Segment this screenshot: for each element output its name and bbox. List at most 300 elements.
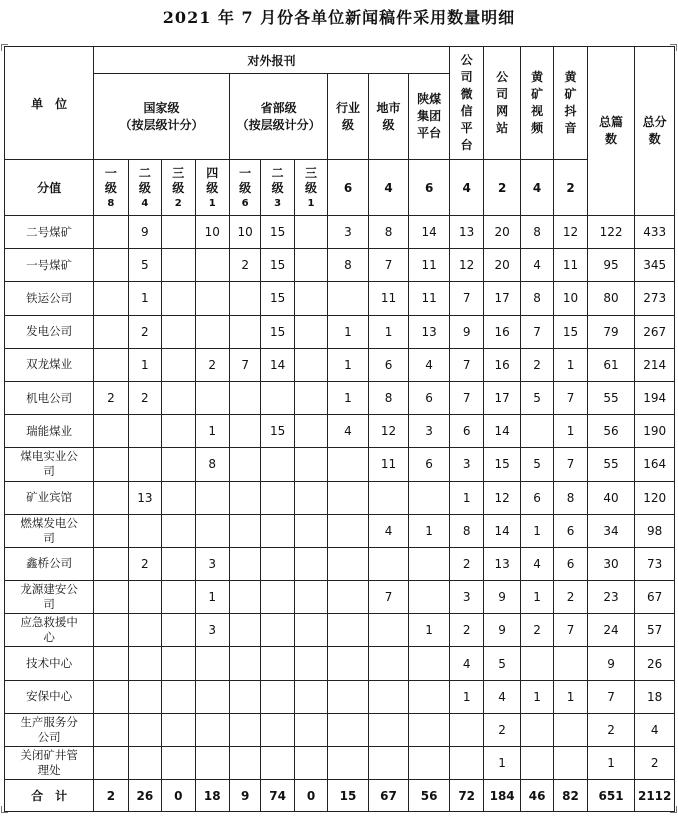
level-name: 二 级 <box>138 166 151 195</box>
table-cell <box>94 547 128 580</box>
level-name: 三 级 <box>305 166 318 195</box>
table-cell: 61 <box>587 348 635 381</box>
table-cell <box>229 647 260 680</box>
table-cell <box>94 282 128 315</box>
table-cell: 4 <box>520 547 553 580</box>
header-wechat: 公 司 微 信 平 台 <box>449 47 483 160</box>
table-cell <box>294 614 327 647</box>
table-cell <box>294 415 327 448</box>
table-cell: 14 <box>409 216 450 249</box>
table-cell: 13 <box>449 216 483 249</box>
table-cell: 10 <box>229 216 260 249</box>
table-cell: 6 <box>554 514 587 547</box>
table-cell: 7 <box>368 249 409 282</box>
table-cell <box>94 348 128 381</box>
table-cell <box>294 448 327 481</box>
total-cell: 0 <box>294 780 327 812</box>
table-cell <box>195 747 229 780</box>
table-cell <box>261 547 294 580</box>
table-cell: 13 <box>128 481 161 514</box>
level-weight: 6 <box>241 198 249 209</box>
table-cell <box>162 614 195 647</box>
news-stats-table <box>4 46 675 812</box>
table-cell: 1 <box>328 315 369 348</box>
table-cell <box>409 747 450 780</box>
table-row <box>5 282 675 315</box>
unit-name: 煤电实业公 司 <box>5 448 94 481</box>
table-cell <box>328 514 369 547</box>
header-douyin: 黄 矿 抖 音 <box>554 47 587 160</box>
table-cell: 9 <box>484 614 520 647</box>
table-cell: 80 <box>587 282 635 315</box>
table-cell <box>368 713 409 746</box>
table-cell <box>261 680 294 713</box>
table-cell <box>128 614 161 647</box>
table-cell <box>195 381 229 414</box>
table-cell: 2 <box>587 713 635 746</box>
table-cell <box>162 381 195 414</box>
table-cell: 6 <box>368 348 409 381</box>
table-cell: 273 <box>635 282 675 315</box>
table-cell: 122 <box>587 216 635 249</box>
table-cell <box>162 216 195 249</box>
table-cell <box>128 747 161 780</box>
table-cell: 8 <box>328 249 369 282</box>
table-row <box>5 216 675 249</box>
table-cell: 16 <box>484 315 520 348</box>
header-national: 国家级 （按层级计分） <box>94 74 230 160</box>
table-row <box>5 315 675 348</box>
table-cell <box>229 547 260 580</box>
table-cell <box>195 249 229 282</box>
header-group: 陕煤 集团 平台 <box>409 74 450 160</box>
table-cell <box>94 216 128 249</box>
table-cell: 3 <box>328 216 369 249</box>
total-cell: 0 <box>162 780 195 812</box>
table-cell <box>328 647 369 680</box>
total-cell: 15 <box>328 780 369 812</box>
table-cell <box>294 581 327 614</box>
table-cell: 15 <box>261 216 294 249</box>
header-provincial: 省部级 （按层级计分） <box>229 74 327 160</box>
table-cell: 10 <box>554 282 587 315</box>
table-cell: 1 <box>554 415 587 448</box>
total-cell: 2 <box>94 780 128 812</box>
unit-name: 发电公司 <box>5 315 94 348</box>
header-weight: 4 <box>368 160 409 216</box>
table-row <box>5 514 675 547</box>
table-cell <box>261 481 294 514</box>
table-row <box>5 348 675 381</box>
table-cell <box>328 713 369 746</box>
table-cell <box>368 481 409 514</box>
table-cell <box>162 448 195 481</box>
table-cell <box>229 381 260 414</box>
total-cell: 18 <box>195 780 229 812</box>
table-cell: 6 <box>520 481 553 514</box>
header-weight: 6 <box>409 160 450 216</box>
table-cell <box>162 348 195 381</box>
table-cell: 9 <box>449 315 483 348</box>
table-cell <box>229 481 260 514</box>
table-cell: 13 <box>409 315 450 348</box>
table-cell <box>520 747 553 780</box>
table-cell <box>294 381 327 414</box>
unit-name: 龙源建安公 司 <box>5 581 94 614</box>
table-cell <box>554 647 587 680</box>
table-cell <box>128 680 161 713</box>
total-cell: 74 <box>261 780 294 812</box>
table-cell <box>94 747 128 780</box>
table-cell: 14 <box>261 348 294 381</box>
table-cell <box>229 514 260 547</box>
table-cell <box>128 647 161 680</box>
table-cell: 56 <box>587 415 635 448</box>
table-cell <box>195 647 229 680</box>
table-cell <box>229 315 260 348</box>
table-cell <box>294 282 327 315</box>
unit-name: 安保中心 <box>5 680 94 713</box>
table-cell: 4 <box>368 514 409 547</box>
table-cell: 17 <box>484 381 520 414</box>
header-weight: 4 <box>449 160 483 216</box>
total-cell: 184 <box>484 780 520 812</box>
table-cell <box>229 614 260 647</box>
table-cell <box>195 481 229 514</box>
table-cell: 73 <box>635 547 675 580</box>
table-cell: 15 <box>261 249 294 282</box>
table-cell <box>94 713 128 746</box>
header-score-label: 分值 <box>5 160 94 216</box>
table-cell <box>261 581 294 614</box>
table-cell <box>520 647 553 680</box>
table-cell: 1 <box>484 747 520 780</box>
table-cell: 1 <box>520 581 553 614</box>
level-name: 一 级 <box>239 166 252 195</box>
table-cell: 5 <box>520 381 553 414</box>
total-row <box>5 780 675 812</box>
table-cell <box>328 282 369 315</box>
table-cell: 95 <box>587 249 635 282</box>
table-cell: 15 <box>484 448 520 481</box>
table-cell <box>294 315 327 348</box>
table-cell <box>128 415 161 448</box>
header-unit: 单 位 <box>5 47 94 160</box>
table-cell <box>520 415 553 448</box>
table-cell: 12 <box>368 415 409 448</box>
table-cell <box>294 680 327 713</box>
table-cell <box>128 514 161 547</box>
table-row <box>5 481 675 514</box>
table-cell: 17 <box>484 282 520 315</box>
table-cell: 26 <box>635 647 675 680</box>
table-cell <box>229 747 260 780</box>
table-row <box>5 415 675 448</box>
table-cell <box>94 315 128 348</box>
table-cell: 9 <box>484 581 520 614</box>
table-cell: 11 <box>368 448 409 481</box>
table-cell: 1 <box>520 680 553 713</box>
table-cell: 2 <box>229 249 260 282</box>
table-cell: 15 <box>261 415 294 448</box>
table-cell <box>229 680 260 713</box>
level-weight: 2 <box>174 198 182 209</box>
table-cell <box>368 647 409 680</box>
table-cell: 7 <box>449 381 483 414</box>
table-cell: 8 <box>520 216 553 249</box>
table-cell <box>162 415 195 448</box>
table-cell: 2 <box>635 747 675 780</box>
table-cell <box>261 614 294 647</box>
table-cell: 1 <box>449 481 483 514</box>
table-cell <box>195 315 229 348</box>
table-cell: 4 <box>484 680 520 713</box>
table-cell: 4 <box>409 348 450 381</box>
table-cell: 11 <box>409 282 450 315</box>
table-cell: 1 <box>554 348 587 381</box>
table-cell: 16 <box>484 348 520 381</box>
table-cell <box>449 747 483 780</box>
table-cell <box>328 614 369 647</box>
table-cell <box>94 614 128 647</box>
table-cell <box>128 581 161 614</box>
header-weight: 4 <box>520 160 553 216</box>
table-cell: 7 <box>449 348 483 381</box>
table-cell: 7 <box>554 381 587 414</box>
table-cell: 5 <box>520 448 553 481</box>
table-cell: 120 <box>635 481 675 514</box>
table-cell <box>94 680 128 713</box>
table-cell: 6 <box>554 547 587 580</box>
table-cell: 1 <box>520 514 553 547</box>
table-cell: 15 <box>554 315 587 348</box>
table-cell: 13 <box>484 547 520 580</box>
unit-name: 机电公司 <box>5 381 94 414</box>
table-cell <box>554 747 587 780</box>
table-cell <box>520 713 553 746</box>
table-cell: 1 <box>195 581 229 614</box>
table-cell: 194 <box>635 381 675 414</box>
table-cell <box>229 415 260 448</box>
table-cell: 9 <box>587 647 635 680</box>
table-cell: 5 <box>484 647 520 680</box>
total-cell: 651 <box>587 780 635 812</box>
table-row <box>5 249 675 282</box>
table-cell: 1 <box>449 680 483 713</box>
table-cell <box>294 547 327 580</box>
table-cell <box>294 713 327 746</box>
table-row <box>5 547 675 580</box>
table-cell: 7 <box>554 614 587 647</box>
unit-name: 技术中心 <box>5 647 94 680</box>
table-cell: 67 <box>635 581 675 614</box>
table-cell: 2 <box>128 315 161 348</box>
table-cell: 8 <box>554 481 587 514</box>
table-cell: 40 <box>587 481 635 514</box>
table-cell <box>162 481 195 514</box>
table-cell: 2 <box>128 381 161 414</box>
table-cell <box>328 747 369 780</box>
header-weight: 2 <box>484 160 520 216</box>
table-cell <box>554 713 587 746</box>
table-cell <box>94 514 128 547</box>
table-cell <box>94 481 128 514</box>
table-cell: 8 <box>368 381 409 414</box>
table-cell: 3 <box>409 415 450 448</box>
table-cell <box>328 581 369 614</box>
table-cell <box>261 448 294 481</box>
table-cell: 1 <box>328 381 369 414</box>
total-cell: 56 <box>409 780 450 812</box>
table-cell: 8 <box>368 216 409 249</box>
unit-name: 铁运公司 <box>5 282 94 315</box>
table-cell <box>328 448 369 481</box>
total-cell: 82 <box>554 780 587 812</box>
total-cell: 26 <box>128 780 161 812</box>
unit-name: 鑫桥公司 <box>5 547 94 580</box>
table-cell: 267 <box>635 315 675 348</box>
total-cell: 67 <box>368 780 409 812</box>
table-cell: 30 <box>587 547 635 580</box>
table-cell: 55 <box>587 381 635 414</box>
table-cell: 4 <box>520 249 553 282</box>
total-cell: 9 <box>229 780 260 812</box>
header-level <box>261 160 294 216</box>
table-cell <box>94 581 128 614</box>
table-cell <box>261 647 294 680</box>
table-cell: 433 <box>635 216 675 249</box>
total-label: 合 计 <box>5 780 94 812</box>
table-cell: 7 <box>368 581 409 614</box>
table-cell: 18 <box>635 680 675 713</box>
table-cell: 190 <box>635 415 675 448</box>
table-cell <box>195 514 229 547</box>
table-cell: 34 <box>587 514 635 547</box>
level-name: 三 级 <box>172 166 185 195</box>
table-cell: 164 <box>635 448 675 481</box>
table-cell <box>162 315 195 348</box>
table-cell: 6 <box>409 448 450 481</box>
table-cell <box>128 713 161 746</box>
unit-name: 生产服务分 公司 <box>5 713 94 746</box>
table-cell: 79 <box>587 315 635 348</box>
total-cell: 72 <box>449 780 483 812</box>
table-cell <box>128 448 161 481</box>
table-cell <box>328 547 369 580</box>
table-cell: 2 <box>520 614 553 647</box>
table-cell <box>94 647 128 680</box>
table-cell: 2 <box>128 547 161 580</box>
header-website: 公 司 网 站 <box>484 47 520 160</box>
table-cell: 1 <box>128 348 161 381</box>
table-cell <box>94 415 128 448</box>
table-cell: 7 <box>554 448 587 481</box>
unit-name: 二号煤矿 <box>5 216 94 249</box>
table-cell <box>449 713 483 746</box>
header-weight: 2 <box>554 160 587 216</box>
table-cell: 8 <box>195 448 229 481</box>
header-total-articles: 总篇 数 <box>587 47 635 216</box>
table-cell <box>294 481 327 514</box>
table-cell <box>229 282 260 315</box>
table-cell <box>409 713 450 746</box>
table-cell: 24 <box>587 614 635 647</box>
table-cell <box>409 680 450 713</box>
level-weight: 8 <box>107 198 115 209</box>
level-weight: 4 <box>141 198 149 209</box>
table-cell: 1 <box>128 282 161 315</box>
level-weight: 1 <box>307 198 315 209</box>
table-cell <box>162 680 195 713</box>
table-cell: 1 <box>409 614 450 647</box>
table-cell: 4 <box>328 415 369 448</box>
table-cell: 11 <box>554 249 587 282</box>
table-cell: 345 <box>635 249 675 282</box>
header-level <box>128 160 161 216</box>
table-cell: 2 <box>554 581 587 614</box>
table-cell: 1 <box>328 348 369 381</box>
table-cell: 7 <box>520 315 553 348</box>
table-cell: 7 <box>587 680 635 713</box>
table-cell: 15 <box>261 282 294 315</box>
table-cell: 4 <box>449 647 483 680</box>
table-row <box>5 647 675 680</box>
table-cell <box>328 680 369 713</box>
table-cell <box>294 747 327 780</box>
table-row <box>5 381 675 414</box>
total-cell: 2112 <box>635 780 675 812</box>
table-cell: 214 <box>635 348 675 381</box>
table-cell: 1 <box>554 680 587 713</box>
table-cell <box>162 581 195 614</box>
level-weight: 3 <box>274 198 282 209</box>
table-cell: 98 <box>635 514 675 547</box>
header-weight: 6 <box>328 160 369 216</box>
table-cell <box>94 448 128 481</box>
table-cell: 14 <box>484 415 520 448</box>
table-cell <box>261 747 294 780</box>
table-cell <box>261 381 294 414</box>
table-cell: 12 <box>554 216 587 249</box>
table-cell <box>162 547 195 580</box>
table-cell: 12 <box>449 249 483 282</box>
unit-name: 双龙煤业 <box>5 348 94 381</box>
table-cell <box>162 514 195 547</box>
header-external: 对外报刊 <box>94 47 450 74</box>
unit-name: 应急救援中 心 <box>5 614 94 647</box>
table-cell: 10 <box>195 216 229 249</box>
table-cell: 4 <box>635 713 675 746</box>
table-cell <box>162 647 195 680</box>
header-city: 地市 级 <box>368 74 409 160</box>
header-industry: 行业 级 <box>328 74 369 160</box>
header-video: 黄 矿 视 频 <box>520 47 553 160</box>
table-cell: 1 <box>195 415 229 448</box>
table-row <box>5 448 675 481</box>
unit-name: 矿业宾馆 <box>5 481 94 514</box>
table-cell: 6 <box>449 415 483 448</box>
table-row <box>5 614 675 647</box>
table-cell <box>229 581 260 614</box>
table-cell <box>368 547 409 580</box>
table-cell <box>294 514 327 547</box>
table-cell <box>162 249 195 282</box>
table-cell: 8 <box>520 282 553 315</box>
table-cell <box>195 713 229 746</box>
level-name: 二 级 <box>271 166 284 195</box>
table-cell: 1 <box>587 747 635 780</box>
table-cell <box>294 249 327 282</box>
